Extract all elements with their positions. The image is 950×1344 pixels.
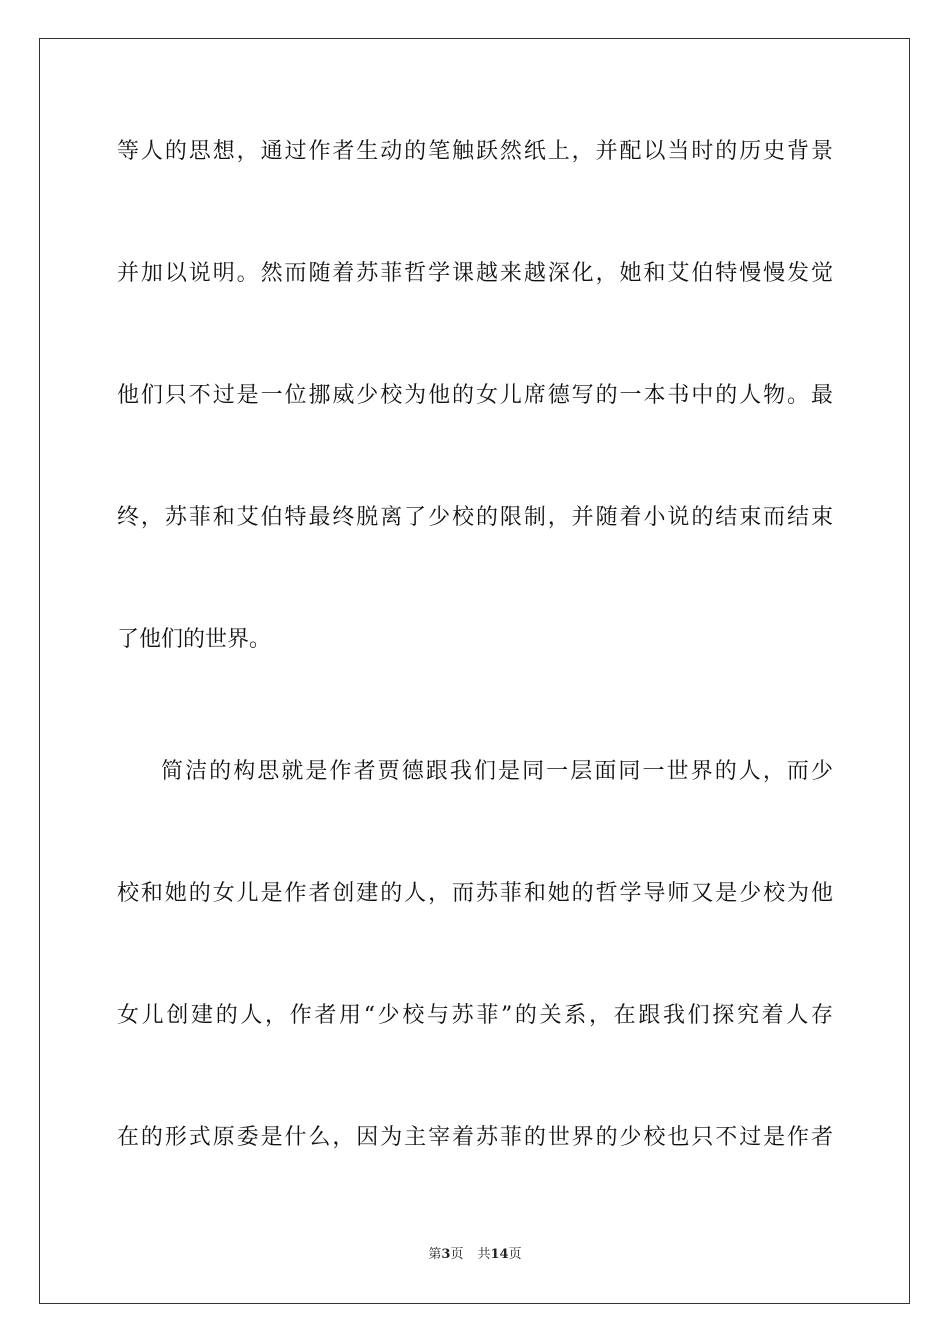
page-border xyxy=(39,38,910,1304)
paragraph-line: 在的形式原委是什么，因为主宰着苏菲的世界的少校也只不过是作者 xyxy=(117,1125,833,1150)
paragraph-line: 女儿创建的人，作者用“少校与苏菲”的关系，在跟我们探究着人存 xyxy=(117,1003,833,1028)
total-prefix: 共 xyxy=(477,1247,491,1262)
paragraph-line: 简洁的构思就是作者贾德跟我们是同一层面同一世界的人，而少 xyxy=(161,759,833,784)
page-footer xyxy=(0,1246,950,1264)
paragraph-line: 校和她的女儿是作者创建的人，而苏菲和她的哲学导师又是少校为他 xyxy=(117,881,833,906)
paragraph-line: 终，苏菲和艾伯特最终脱离了少校的限制，并随着小说的结束而结束 xyxy=(117,505,833,530)
paragraph-line: 了他们的世界。 xyxy=(117,627,272,652)
page-number: 3 xyxy=(441,1247,451,1262)
page-suffix: 页 xyxy=(450,1247,464,1262)
paragraph-line: 并加以说明。然而随着苏菲哲学课越来越深化，她和艾伯特慢慢发觉 xyxy=(117,261,833,286)
total-pages: 14 xyxy=(490,1247,509,1262)
paragraph-line: 他们只不过是一位挪威少校为他的女儿席德写的一本书中的人物。最 xyxy=(117,383,833,408)
page-prefix: 第 xyxy=(428,1247,442,1262)
paragraph-line: 等人的思想，通过作者生动的笔触跃然纸上，并配以当时的历史背景 xyxy=(117,139,833,164)
total-suffix: 页 xyxy=(508,1247,522,1262)
